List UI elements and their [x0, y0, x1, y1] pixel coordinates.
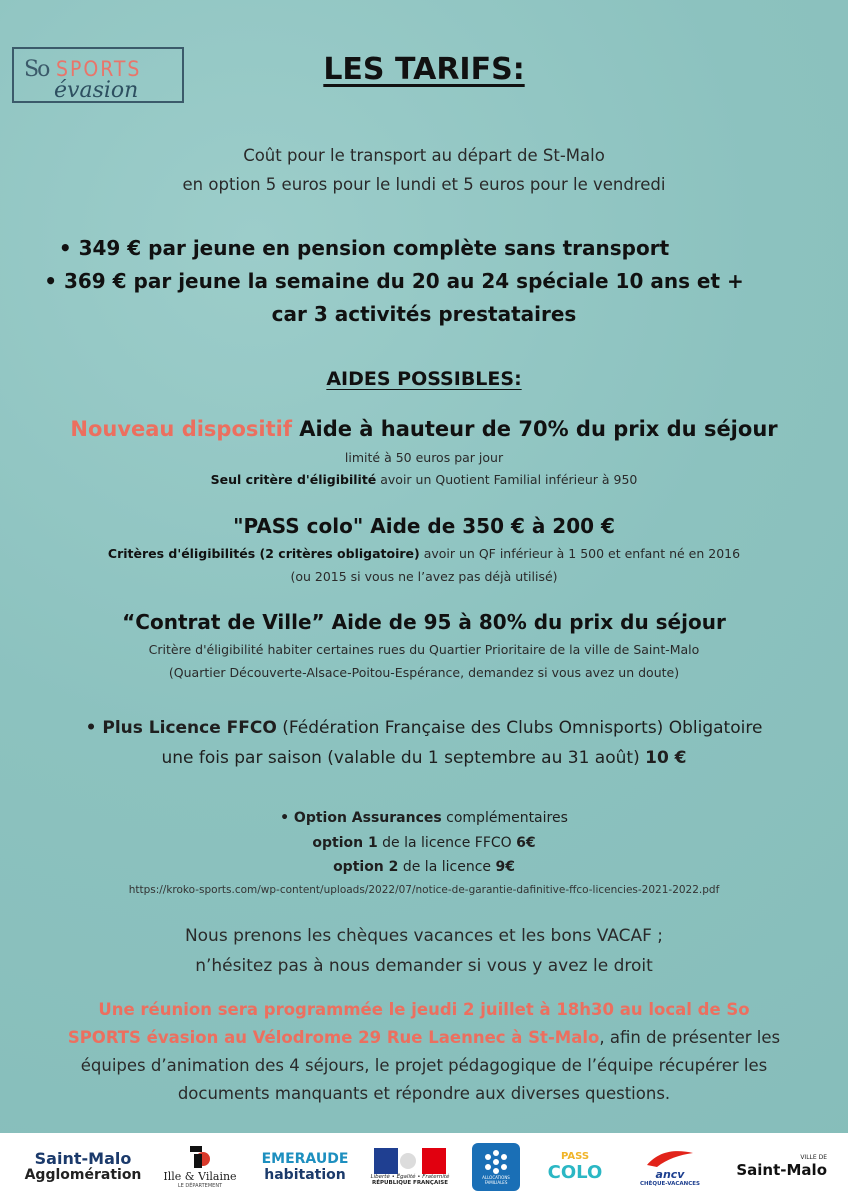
option-1-text: de la licence FFCO — [377, 835, 517, 851]
pass-colo-line-2: (ou 2015 si vous ne l’avez pas déjà utilisé) — [290, 569, 558, 584]
assurance-bold: • Option Assurances — [280, 810, 442, 826]
option-1-label: option 1 — [312, 835, 378, 851]
option-2-label: option 2 — [333, 859, 399, 875]
assurance-line — [0, 810, 848, 826]
rf-name: RÉPUBLIQUE FRANÇAISE — [372, 1179, 448, 1186]
emeraude-line-1: EMERAUDE — [261, 1150, 349, 1167]
contrat-line-2: (Quartier Découverte-Alsace-Poitou-Espérance, demandez si vous avez un doute) — [168, 665, 680, 680]
caf-snowflake-icon — [482, 1149, 510, 1175]
marianne-flag-icon — [374, 1148, 446, 1174]
reunion-line-2 — [0, 1028, 848, 1047]
ille-vilaine-text: Ille & Vilaine — [163, 1170, 237, 1183]
ancv-logo — [625, 1133, 715, 1200]
option-2-price: 9€ — [495, 859, 515, 875]
contrat-line-1: Critère d'éligibilité habiter certaines rues du Quartier Prioritaire de la ville de Saint-Malo — [148, 642, 700, 657]
logo-sports-text: SPORTS — [56, 57, 142, 81]
assurance-option-2 — [0, 859, 848, 875]
reunion-line-3: équipes d’animation des 4 séjours, le projet pédagogique de l’équipe récupérer les — [80, 1056, 768, 1075]
ville-de-text: VILLE DE — [800, 1154, 827, 1161]
ancv-swoosh-icon — [645, 1147, 695, 1169]
nouveau-heading-text: Aide à hauteur de 70% du prix du séjour — [291, 417, 778, 441]
caf-logo — [468, 1133, 524, 1200]
tarif-item-2: • 369 € par jeune la semaine du 20 au 24 spéciale 10 ans et + — [44, 269, 744, 293]
cheques-line-2: n’hésitez pas à nous demander si vous y avez le droit — [195, 956, 653, 976]
contrat-heading: “Contrat de Ville” Aide de 95 à 80% du prix du séjour — [122, 610, 726, 634]
pass-colo-criteria — [0, 546, 848, 561]
licence-bold: • Plus Licence FFCO — [85, 718, 277, 738]
ville-saint-malo-logo — [725, 1133, 835, 1200]
licence-line-2 — [0, 748, 848, 768]
caf-text: ALLOCATIONS FAMILIALES — [482, 1174, 510, 1185]
logo-evasion-text: évasion — [54, 78, 139, 103]
ancv-sub: CHÈQUE-VACANCES — [640, 1180, 700, 1187]
partner-logos-footer — [0, 1133, 848, 1200]
tarif-item-2-cont: car 3 activités prestataires — [271, 302, 577, 326]
aides-title: AIDES POSSIBLES: — [326, 368, 522, 390]
licence-line-1 — [0, 718, 848, 738]
transport-line-2: en option 5 euros pour le lundi et 5 euros pour le vendredi — [182, 175, 666, 194]
licence-line-2-text: une fois par saison (valable du 1 septembre au 31 août) — [161, 748, 646, 768]
reunion-line-2-text: , afin de présenter les — [599, 1028, 781, 1047]
cheques-line-1: Nous prenons les chèques vacances et les bons VACAF ; — [184, 926, 664, 946]
pass-colo-heading: "PASS colo" Aide de 350 € à 200 € — [233, 514, 615, 538]
pass-colo-line-1-text: PASS — [560, 1150, 590, 1162]
assurance-text: complémentaires — [441, 810, 568, 826]
ille-vilaine-emblem-icon — [188, 1144, 212, 1170]
ville-name-text: Saint-Malo — [736, 1161, 827, 1179]
nouveau-criteria-text: avoir un Quotient Familial inférieur à 950 — [376, 472, 638, 487]
nouveau-heading — [0, 417, 848, 441]
tarif-item-1: • 349 € par jeune en pension complète sans transport — [58, 236, 670, 260]
saint-malo-agglomeration-logo — [18, 1133, 148, 1200]
option-2-text: de la licence — [398, 859, 496, 875]
pass-colo-criteria-bold: Critères d'éligibilités (2 critères obligatoire) — [107, 546, 420, 561]
emeraude-habitation-logo — [250, 1133, 360, 1200]
pass-colo-criteria-text: avoir un QF inférieur à 1 500 et enfant né en 2016 — [419, 546, 741, 561]
nouveau-criteria — [0, 472, 848, 487]
assurance-option-1 — [0, 835, 848, 851]
agglo-line-2: Agglomération — [24, 1166, 142, 1183]
agglo-line-1: Saint-Malo — [34, 1148, 132, 1168]
licence-text: (Fédération Française des Clubs Omnisports) Obligatoire — [276, 718, 763, 738]
rf-motto: Liberté • Égalité • Fraternité — [370, 1173, 450, 1180]
ancv-text: ancv — [655, 1167, 685, 1181]
option-1-price: 6€ — [516, 835, 536, 851]
transport-line-1: Coût pour le transport au départ de St-Malo — [243, 146, 605, 165]
caf-badge — [472, 1143, 520, 1191]
pass-colo-line-2-text: COLO — [547, 1161, 603, 1183]
reunion-line-4: documents manquants et répondre aux diverses questions. — [177, 1084, 671, 1103]
reunion-line-2-orange: SPORTS évasion au Vélodrome 29 Rue Laennec à St-Malo — [67, 1028, 600, 1047]
nouveau-criteria-bold: Seul critère d'éligibilité — [210, 472, 377, 487]
licence-price: 10 € — [645, 748, 687, 768]
nouveau-label: Nouveau dispositif — [70, 417, 292, 441]
page-title: LES TARIFS: — [323, 52, 525, 87]
nouveau-line-1: limité à 50 euros par jour — [344, 450, 504, 465]
pass-colo-logo — [540, 1133, 610, 1200]
republique-francaise-logo — [370, 1133, 450, 1200]
ille-vilaine-sub: LE DÉPARTEMENT — [177, 1183, 223, 1189]
assurance-notice-link[interactable]: https://kroko-sports.com/wp-content/uploads/2022/07/notice-de-garantie-dafinitive-ffco-licencies-2021-2022.pdf — [128, 884, 720, 896]
logo-so-text: So — [24, 57, 49, 82]
reunion-line-1-text: Une réunion sera programmée le jeudi 2 juillet à 18h30 au local de So — [98, 1000, 750, 1019]
emeraude-line-2: habitation — [264, 1166, 346, 1183]
ille-vilaine-logo — [160, 1133, 240, 1200]
reunion-line-1 — [0, 1000, 848, 1019]
